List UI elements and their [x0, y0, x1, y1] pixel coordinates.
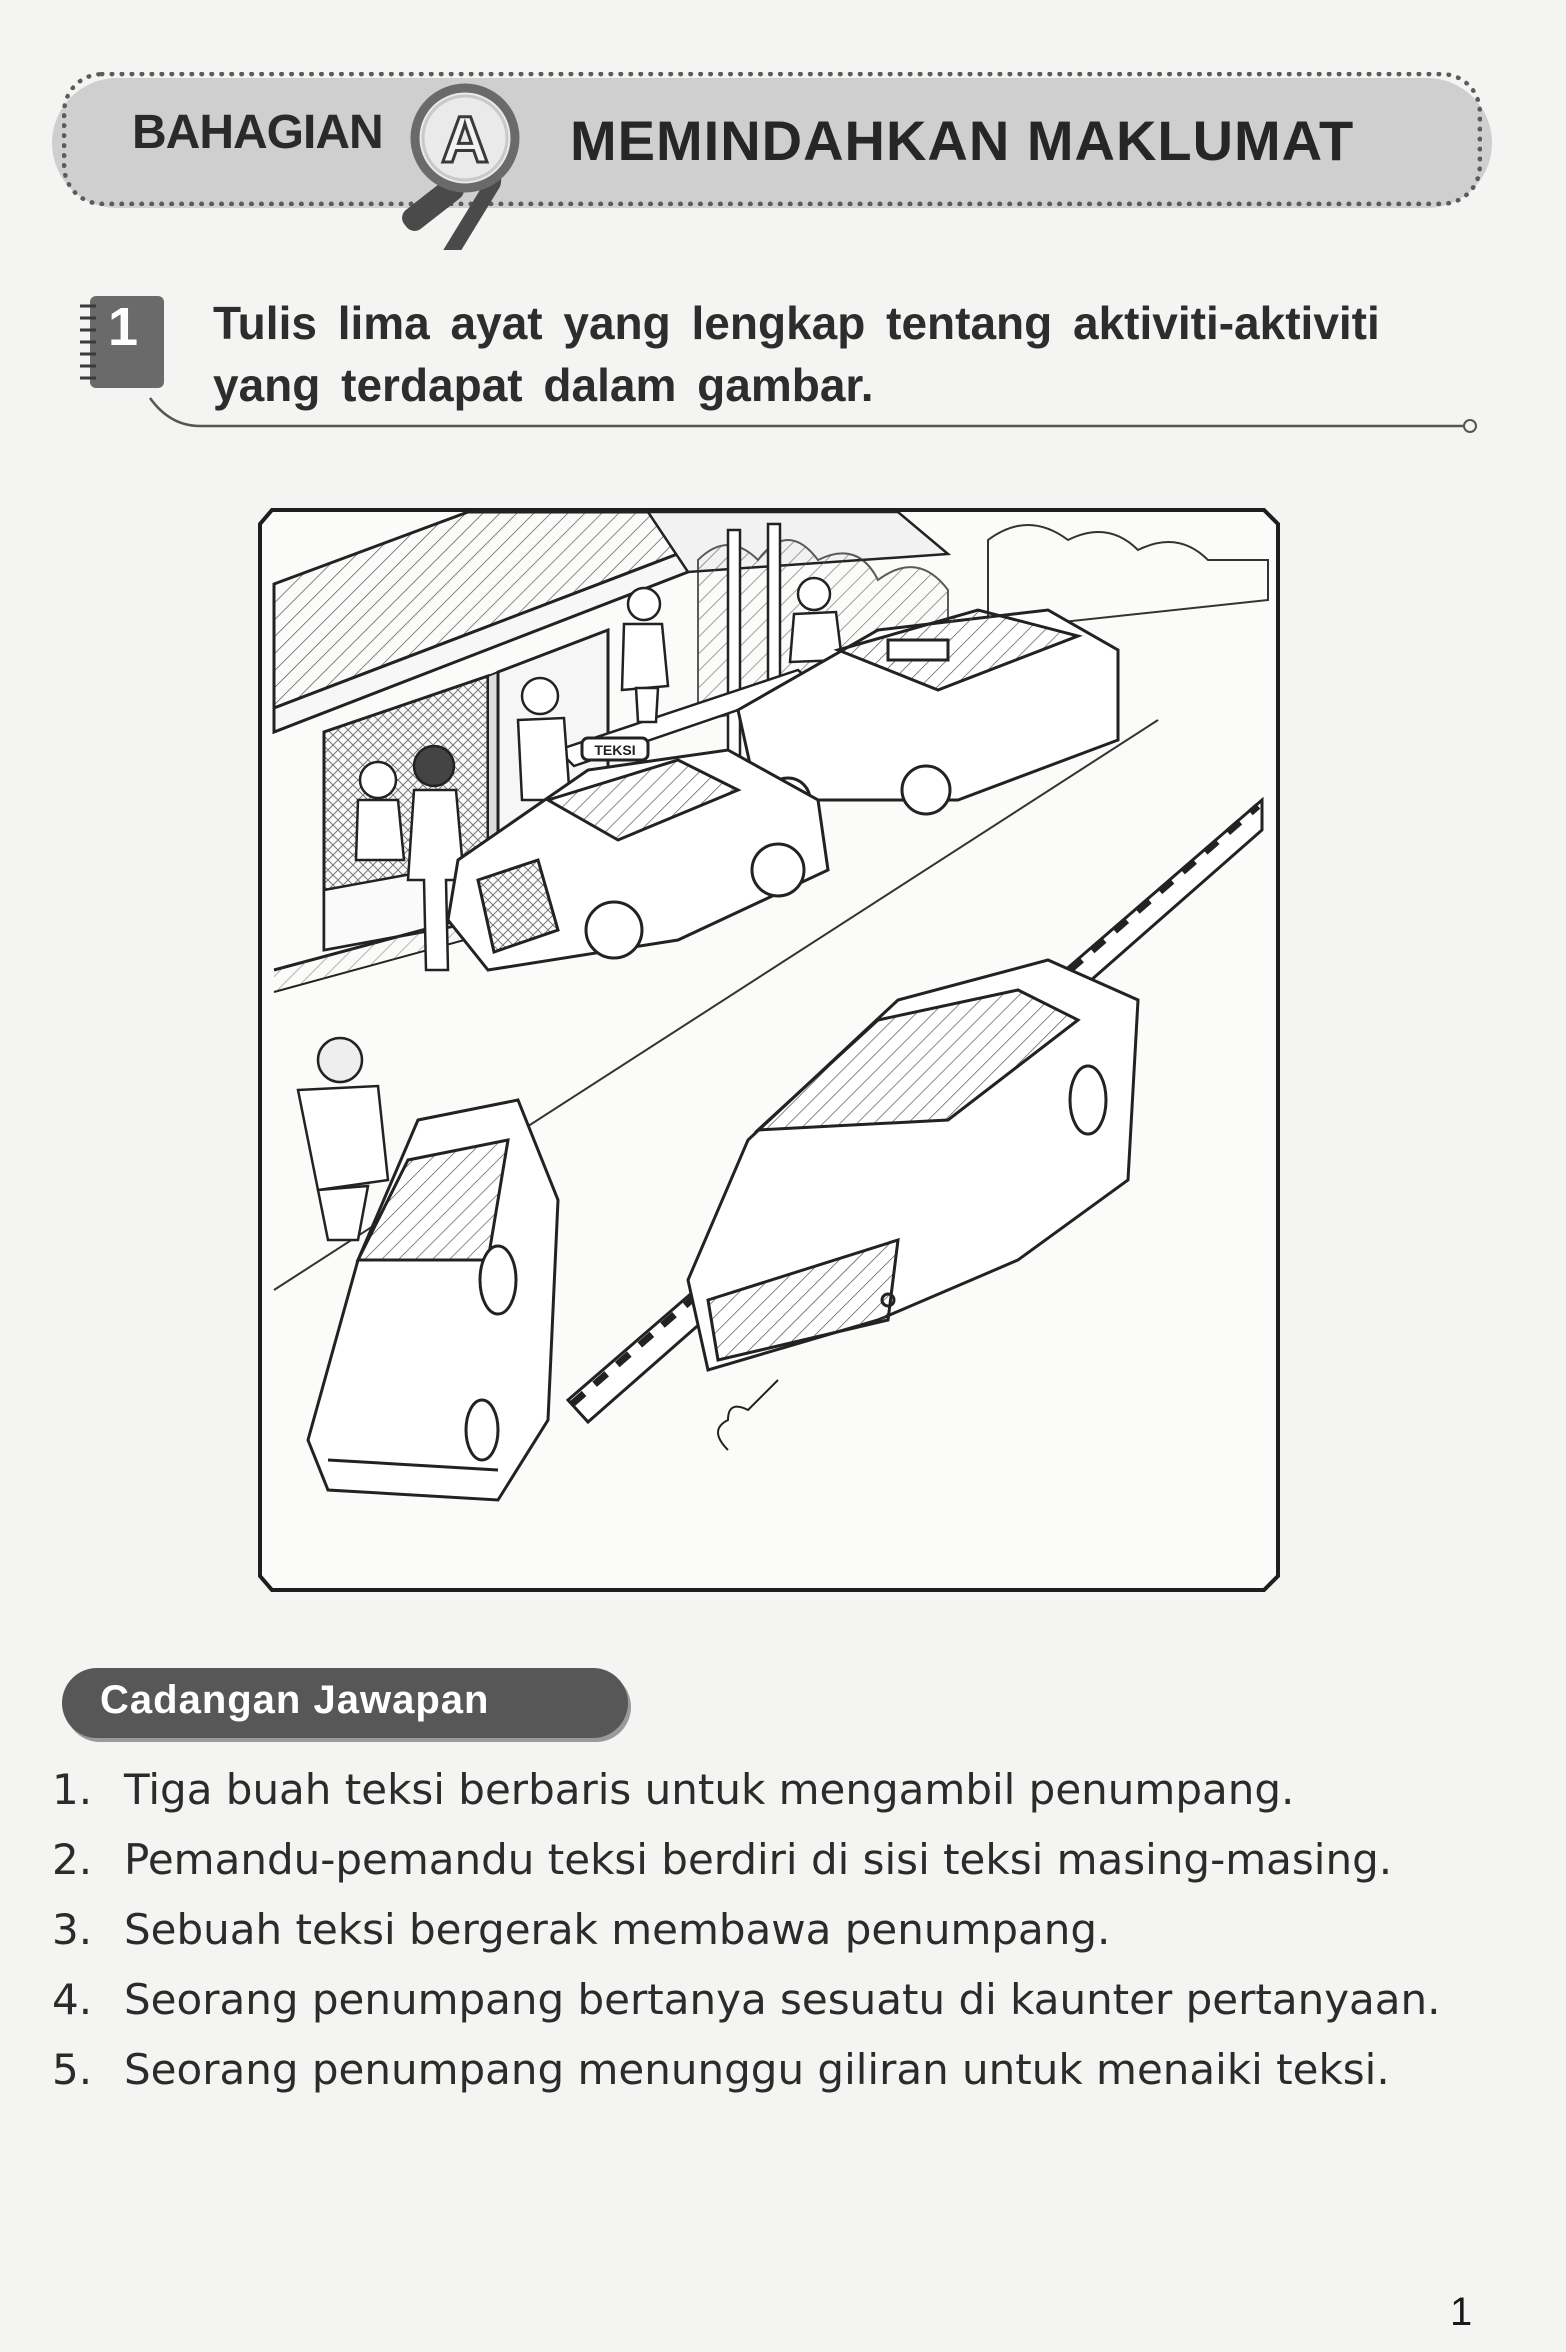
answer-number: 5. [52, 2045, 93, 2094]
taxi-sign: TEKSI [594, 742, 636, 758]
answer-number: 3. [52, 1905, 93, 1954]
list-item [52, 1972, 1482, 2028]
answer-number: 1. [52, 1765, 93, 1814]
answer-number: 2. [52, 1835, 93, 1884]
section-label: BAHAGIAN [132, 106, 383, 159]
answer-text: Seorang penumpang menunggu giliran untuk menaiki teksi. [124, 2045, 1390, 2094]
answer-heading: Cadangan Jawapan [100, 1678, 490, 1722]
list-item [52, 1902, 1482, 1958]
section-title: MEMINDAHKAN MAKLUMAT [570, 109, 1355, 172]
list-item [52, 1762, 1482, 1818]
answer-list [52, 1762, 1482, 2112]
answer-text: Seorang penumpang bertanya sesuatu di kaunter pertanyaan. [124, 1975, 1441, 2024]
list-item [52, 2042, 1482, 2098]
section-letter: A [441, 102, 489, 176]
taxi-stand-illustration [258, 500, 1282, 1596]
answer-text: Tiga buah teksi berbaris untuk mengambil penumpang. [124, 1765, 1295, 1814]
question-underline [140, 396, 1480, 436]
question-number: 1 [108, 297, 139, 357]
answer-text: Pemandu-pemandu teksi berdiri di sisi teksi masing-masing. [124, 1835, 1393, 1884]
answer-number: 4. [52, 1975, 93, 2024]
question-text: Tulis lima ayat yang lengkap tentang aktiviti-aktiviti yang terdapat dalam gambar. [213, 297, 1380, 411]
answer-text: Sebuah teksi bergerak membawa penumpang. [124, 1905, 1111, 1954]
list-item [52, 1832, 1482, 1888]
magnifier-icon [390, 70, 540, 250]
page-number: 1 [1450, 2290, 1473, 2334]
